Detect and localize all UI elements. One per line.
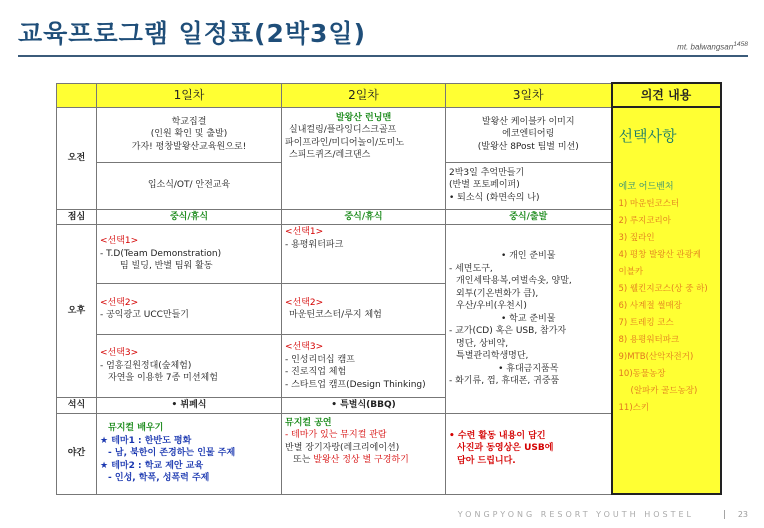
options-heading: 선택사항 (618, 127, 677, 145)
day3-afternoon-preparation (446, 225, 612, 414)
musical-show-title: 뮤지컬 공연 (285, 417, 332, 428)
option-item: 7) 트레킹 코스 (618, 317, 674, 328)
text-line: 팀 빌딩, 반별 팀워 활동 (120, 261, 213, 272)
text-line: 외투(기온변화가 큼), (456, 288, 539, 299)
text-line: 학교집결 (171, 116, 207, 127)
opinion-cell (612, 107, 721, 494)
text-line: - 공익광고 UCC만들기 (100, 310, 189, 320)
day1-afternoon-option1 (97, 225, 282, 284)
row-label-afternoon: 오후 (57, 225, 97, 398)
text-line: 명단, 상비약, (456, 338, 509, 349)
text-line: (반별 포토페이퍼) (449, 180, 520, 191)
text-line: 스피드퀴즈/레크댄스 (289, 150, 371, 160)
text-line: - 교가(CD) 혹은 USB, 참가자 (449, 326, 567, 336)
options-subheading: 에코 어드벤처 (618, 181, 674, 192)
page-separator: | (722, 510, 726, 520)
option-item: 3) 짚라인 (618, 232, 655, 243)
text-line: - 세면도구, (449, 263, 493, 274)
day2-night (282, 413, 446, 494)
option-item: 2) 루지코리아 (618, 215, 671, 226)
text-line: - 인성, 학폭, 성폭력 주제 (108, 473, 210, 484)
text-line: 개인세탁용복,여벌속옷, 양말, (456, 276, 572, 286)
option-tag: <선택2> (285, 297, 324, 308)
day2-afternoon-option3 (282, 335, 446, 398)
header-corner (57, 83, 97, 107)
day1-morning-bottom: 입소식/OT/ 안전교육 (97, 162, 282, 209)
brand-logo (677, 41, 748, 52)
text-line (285, 454, 442, 467)
text-line: - 용평워터파크 (285, 239, 344, 250)
option-item: 8) 용평워터파크 (618, 334, 680, 345)
footer-text: YONGPYONG RESORT YOUTH HOSTEL (457, 510, 694, 519)
option-item: 6) 사계절 썰매장 (618, 300, 682, 311)
text-line: - 화기류, 껌, 휴대폰, 귀중품 (449, 376, 560, 386)
text-line: • 퇴소식 (화면속의 나) (449, 192, 540, 203)
text-line: (인원 확인 및 출발) (150, 129, 228, 140)
day1-lunch: 중식/휴식 (97, 209, 282, 225)
row-label-morning: 오전 (57, 107, 97, 209)
option-item: 1) 마운틴코스터 (618, 198, 680, 209)
text-line: 자연을 이용한 7종 미션체험 (108, 373, 218, 384)
option-item: 이블카 (618, 266, 644, 277)
text-line: 가자! 평창발왕산교육원으로! (131, 141, 247, 152)
day1-afternoon-option3 (97, 335, 282, 398)
text-line: - 남, 북한이 존경하는 인물 주제 (108, 448, 236, 459)
option-item: 9)MTB(산악자전거) (618, 351, 694, 362)
text-line: 에코엔티어링 (502, 129, 555, 140)
row-morning-top (57, 107, 721, 162)
text-line: • 학교 준비물 (500, 313, 556, 324)
day1-afternoon-option2 (97, 284, 282, 335)
day3-lunch: 중식/출발 (446, 209, 612, 225)
text-line: 파이프라인/미디어놀이/도미노 (285, 137, 405, 148)
day2-dinner: • 특별식(BBQ) (282, 398, 446, 414)
text-line: - 인성리더십 캠프 (285, 354, 355, 365)
text-line: 2박3일 추억만들기 (449, 167, 525, 178)
text-line: 마운틴코스터/루지 체험 (289, 310, 382, 320)
running-man-title: 발왕산 런닝맨 (335, 112, 392, 123)
row-label-lunch: 점심 (57, 209, 97, 225)
row-label-night: 야간 (57, 413, 97, 494)
row-label-dinner: 석식 (57, 398, 97, 414)
day2-afternoon-option1 (282, 225, 446, 284)
text-line: 담아 드립니다. (457, 455, 516, 466)
day3-morning-top (446, 107, 612, 162)
header-day3: 3일차 (446, 83, 612, 107)
text-line: ★ 테마1 : 한반도 평화 (100, 435, 192, 446)
text-line: 반별 장기자랑(레크리에이션) (285, 442, 400, 453)
option-item: 4) 평창 발왕산 관광케 (618, 249, 702, 260)
day2-lunch: 중식/휴식 (282, 209, 446, 225)
option-item: 11)스키 (618, 402, 650, 413)
musical-learn-title: 뮤지컬 배우기 (108, 423, 164, 434)
header-day2: 2일차 (282, 83, 446, 107)
page-title: 교육프로그램 일정표(2박3일) (18, 19, 366, 48)
day1-night (97, 413, 282, 494)
option-tag: <선택2> (100, 297, 139, 308)
option-tag: <선택1> (285, 227, 324, 237)
day3-night (446, 413, 612, 494)
day1-morning-top (97, 107, 282, 162)
brand-sup: 1458 (733, 41, 748, 48)
text-line: 사진과 동영상은 USB에 (457, 443, 554, 453)
text-line: 발왕산 케이블카 이미지 (481, 116, 575, 127)
header-day1: 1일차 (97, 83, 282, 107)
text-line: - 엄흥길원정대(숲체험) (100, 360, 192, 371)
text-line: 우산/우비(우천시) (456, 301, 527, 311)
brand-name: mt. balwangsan (677, 42, 734, 52)
title-divider (18, 55, 748, 57)
text-line: - 진로직업 체험 (285, 367, 347, 377)
option-item: 5) 웰킨지코스(상 중 하) (618, 283, 708, 294)
text-fragment: 또는 (293, 455, 314, 465)
text-line: (발왕산 8Post 팀별 미션) (477, 141, 579, 152)
day1-dinner: • 뷔페식 (97, 398, 282, 414)
text-line: • 휴대금지품목 (498, 363, 559, 374)
header-opinion: 의견 내용 (612, 83, 721, 107)
text-line: - 스타트업 캠프(Design Thinking) (285, 379, 426, 390)
option-tag: <선택3> (285, 342, 324, 352)
header-row (57, 83, 721, 107)
text-line: • 개인 준비물 (500, 251, 556, 261)
day3-morning-bottom (446, 162, 612, 209)
option-item: (알파카 골드농장) (630, 385, 698, 396)
option-item: 10)동물농장 (618, 368, 666, 379)
schedule-table (56, 82, 722, 495)
text-fragment: 발왕산 정상 별 구경하기 (313, 455, 409, 465)
page-number: 23 (737, 510, 748, 519)
text-line: - T.D(Team Demonstration) (100, 248, 222, 259)
text-line: • 수련 활동 내용이 담긴 (449, 430, 546, 441)
text-line: 특별관리학생명단, (456, 351, 529, 361)
schedule-table-wrapper (56, 82, 720, 495)
option-tag: <선택3> (100, 348, 139, 359)
text-line: ★ 테마2 : 학교 제안 교육 (100, 460, 204, 471)
text-line: - 테마가 있는 뮤지컬 관람 (285, 430, 387, 440)
day2-morning (282, 107, 446, 209)
day2-afternoon-option2 (282, 284, 446, 335)
text-line: 실내컬링/플라잉디스크골프 (289, 125, 397, 135)
option-tag: <선택1> (100, 236, 139, 247)
